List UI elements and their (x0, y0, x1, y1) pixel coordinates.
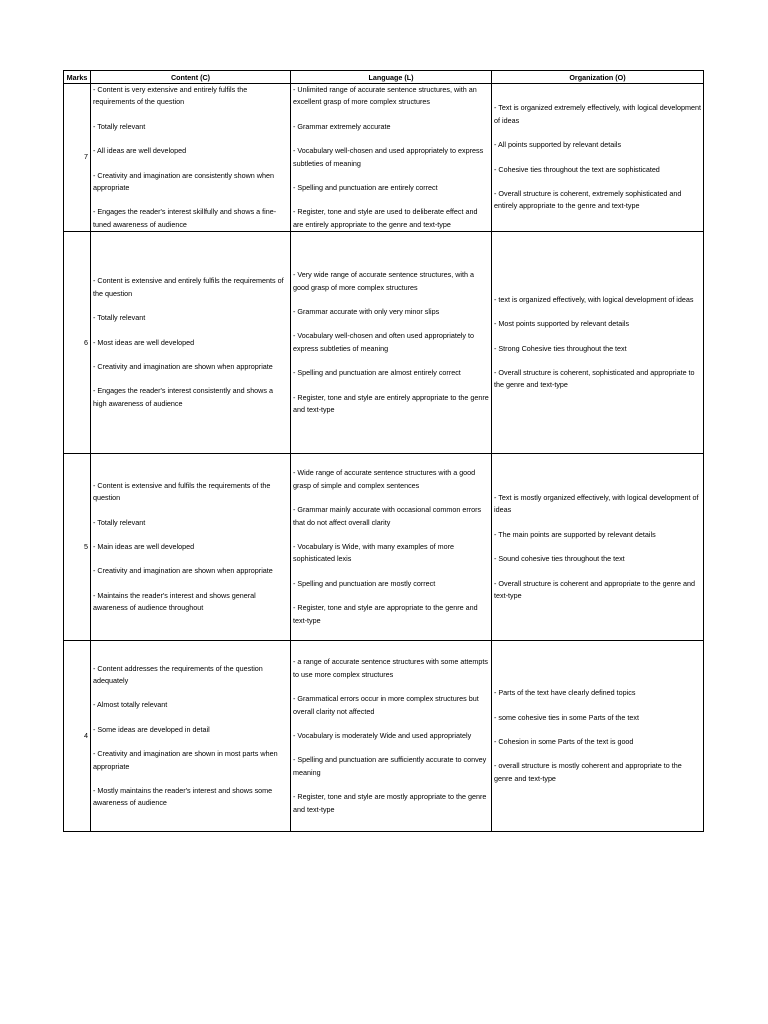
mark-cell: 7 (64, 84, 91, 232)
header-content: Content (C) (91, 71, 291, 84)
criterion-text: - Spelling and punctuation are almost entirely correct (293, 368, 461, 378)
criterion-text: - Very wide range of accurate sentence structures, with a good grasp of more complex structures (293, 270, 474, 292)
criterion-text: - Vocabulary is moderately Wide and used appropriately (293, 731, 472, 741)
header-organization: Organization (O) (492, 71, 704, 84)
criterion-text: - Content is extensive and entirely fulfils the requirements of the question (93, 276, 284, 298)
content-cell (91, 454, 291, 641)
criterion-text: - Engages the reader's interest skillfully and shows a fine-tuned awareness of audience (93, 207, 277, 229)
criterion-text: - Totally relevant (93, 313, 146, 323)
mark-cell: 6 (64, 232, 91, 454)
criterion-text: - Register, tone and style are mostly appropriate to the genre and text-type (293, 792, 487, 814)
language-cell (291, 641, 492, 832)
criterion-text: - Sound cohesive ties throughout the text (494, 554, 625, 564)
criterion-text: - text is organized effectively, with logical development of ideas (494, 294, 694, 304)
criterion-text: - Most points supported by relevant details (494, 319, 630, 329)
header-language: Language (L) (291, 71, 492, 84)
content-cell (91, 232, 291, 454)
criterion-text: - Cohesive ties throughout the text are sophisticated (494, 164, 660, 174)
criterion-text: - Totally relevant (93, 517, 146, 527)
criterion-text: - Overall structure is coherent and appropriate to the genre and text-type (494, 578, 695, 601)
organization-cell (492, 84, 704, 232)
criterion-text: - Register, tone and style are appropriate to the genre and text-type (293, 603, 478, 625)
criterion-text: - The main points are supported by relevant details (494, 529, 656, 539)
criterion-text: - Creativity and imagination are shown in most parts when appropriate (93, 749, 278, 771)
table-row (64, 454, 704, 641)
mark-cell: 4 (64, 641, 91, 832)
criterion-text: - Vocabulary well-chosen and often used appropriately to express subtleties of meaning (293, 331, 474, 353)
criterion-text: - Grammatical errors occur in more complex structures but overall clarity not affected (293, 694, 479, 716)
criterion-text: - Grammar mainly accurate with occasional common errors that do not affect overall clarity (293, 505, 482, 527)
criterion-text: - Wide range of accurate sentence structures with a good grasp of simple and complex sentences (293, 468, 476, 490)
rubric-table (63, 70, 704, 832)
criterion-text: - Spelling and punctuation are mostly correct (293, 578, 436, 588)
criterion-text: - Content is extensive and fulfils the requirements of the question (93, 480, 271, 503)
content-cell (91, 84, 291, 232)
criterion-text: - All ideas are well developed (93, 146, 187, 156)
criterion-text: - Overall structure is coherent, extremely sophisticated and entirely appropriate to the genre and text-type (494, 189, 682, 211)
table-row (64, 232, 704, 454)
criterion-text: - Content is very extensive and entirely fulfils the requirements of the question (93, 85, 248, 107)
criterion-text: - Totally relevant (93, 121, 146, 131)
criterion-text: - Strong Cohesive ties throughout the text (494, 343, 627, 353)
criterion-text: - Cohesion in some Parts of the text is good (494, 737, 634, 747)
criterion-text: - Spelling and punctuation are entirely correct (293, 183, 438, 193)
criterion-text: - Grammar accurate with only very minor slips (293, 306, 440, 316)
criterion-text: - Grammar extremely accurate (293, 121, 391, 131)
criterion-text: - Vocabulary is Wide, with many examples of more sophisticated lexis (293, 542, 454, 564)
organization-cell (492, 232, 704, 454)
criterion-text: - Overall structure is coherent, sophisticated and appropriate to the genre and text-type (494, 367, 695, 390)
language-cell (291, 84, 492, 232)
header-row (64, 71, 704, 84)
criterion-text: - Register, tone and style are entirely appropriate to the genre and text-type (293, 392, 489, 414)
criterion-text: - overall structure is mostly coherent and appropriate to the genre and text-type (494, 761, 682, 783)
criterion-text: - Unlimited range of accurate sentence structures, with an excellent grasp of more complex structures (293, 85, 477, 107)
language-cell (291, 454, 492, 641)
header-marks: Marks (64, 71, 91, 84)
criterion-text: - Parts of the text have clearly defined topics (494, 688, 636, 698)
criterion-text: - Most ideas are well developed (93, 337, 195, 347)
table-row (64, 84, 704, 232)
criterion-text: - Almost totally relevant (93, 700, 168, 710)
criterion-text: - Mostly maintains the reader's interest and shows some awareness of audience (93, 786, 273, 808)
criterion-text: - Main ideas are well developed (93, 542, 195, 552)
criterion-text: - Register, tone and style are used to deliberate effect and are entirely appropriate to the genre and text-type (293, 207, 478, 229)
criterion-text: - Engages the reader's interest consistently and shows a high awareness of audience (93, 386, 273, 408)
criterion-text: - Vocabulary well-chosen and used appropriately to express subtleties of meaning (293, 146, 484, 168)
criterion-text: - All points supported by relevant details (494, 140, 622, 150)
criterion-text: - Content addresses the requirements of the question adequately (93, 663, 263, 686)
content-cell (91, 641, 291, 832)
criterion-text: - Creativity and imagination are shown when appropriate (93, 361, 273, 371)
criterion-text: - Maintains the reader's interest and shows general awareness of audience throughout (93, 590, 256, 613)
language-cell (291, 232, 492, 454)
mark-cell: 5 (64, 454, 91, 641)
criterion-text: - Creativity and imagination are consistently shown when appropriate (93, 170, 274, 193)
criterion-text: - Creativity and imagination are shown when appropriate (93, 566, 273, 576)
organization-cell (492, 641, 704, 832)
organization-cell (492, 454, 704, 641)
criterion-text: - a range of accurate sentence structures with some attempts to use more complex structures (293, 657, 488, 679)
criterion-text: - Spelling and punctuation are sufficiently accurate to convey meaning (293, 755, 487, 777)
criterion-text: - some cohesive ties in some Parts of the text (494, 712, 640, 722)
criterion-text: - Text is mostly organized effectively, with logical development of ideas (494, 493, 699, 515)
criterion-text: - Some ideas are developed in detail (93, 724, 210, 734)
criterion-text: - Text is organized extremely effectively, with logical development of ideas (494, 103, 701, 125)
table-row (64, 641, 704, 832)
